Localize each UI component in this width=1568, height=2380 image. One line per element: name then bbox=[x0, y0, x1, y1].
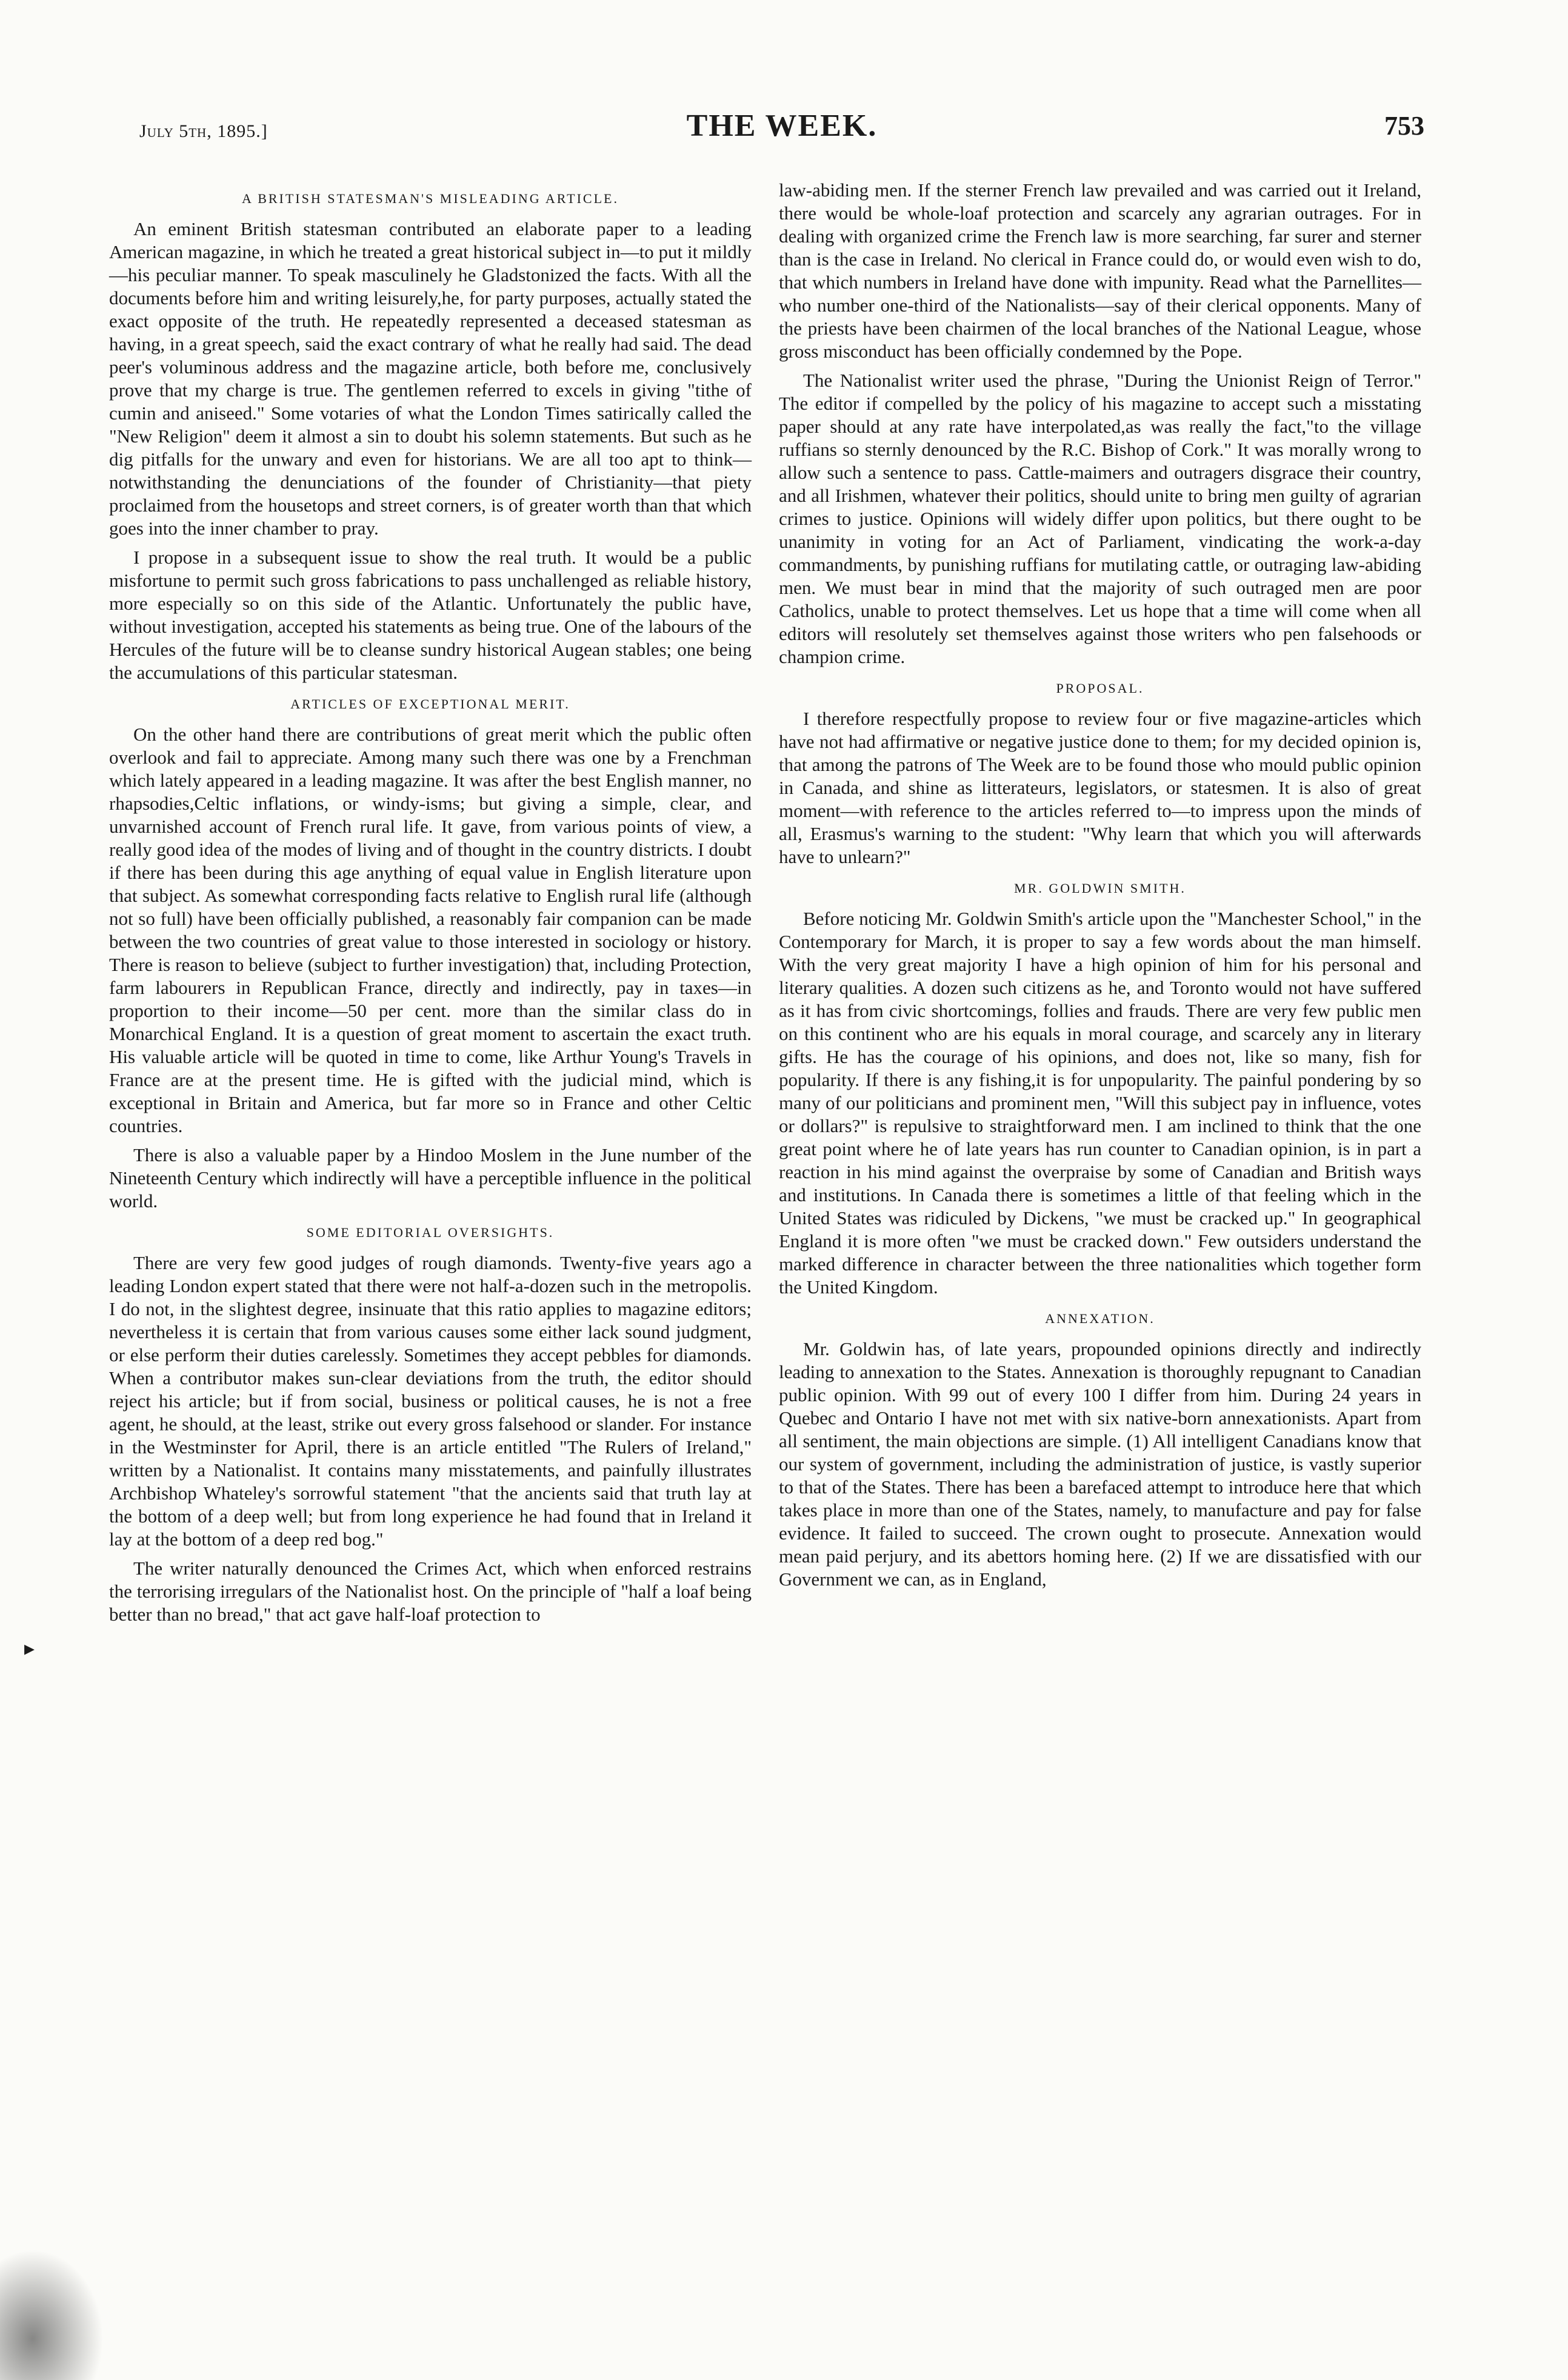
article-paragraph: I therefore respectfully propose to review four or five magazine-articles which have not had affirmative or negative justice done to them; for my decided opinion is, that among the patrons of The Week are to be found those who mould public opinion in Canada, and shine as litterateurs, legislators, or statesmen. It is also of great moment—with reference to the articles referred to—to impress upon the minds of all, Erasmus's warning to the student: "Why learn that which you will afterwards have to unlearn?" bbox=[779, 708, 1421, 867]
issue-date: July 5th, 1895.] bbox=[139, 121, 268, 141]
section-heading: PROPOSAL. bbox=[1056, 681, 1144, 696]
article-paragraph: On the other hand there are contributions of great merit which the public often overlook and fail to appreciate. Among many such there was one by a Frenchman which lately appeared in a leading magazine. It was after the best English manner, no rhapsodies,Celtic inflations, or windy-isms; but giving a simple, clear, and unvarnished account of French rural life. It gave, from various points of view, a really good idea of the modes of living and of thought in the country districts. I doubt if there has been during this age anything of equal value in English literature upon that subject. As somewhat corresponding facts relative to English rural life (although not so full) have been officially published, a reasonably fair companion can be made between the two countries of great value to those interested in sociology or history. There is reason to believe (subject to further investigation) that, including Protection, farm labourers in Republican France, directly and indirectly, pay in taxes—in proportion to their income—50 per cent. more than the similar class do in Monarchical England. It is a question of great moment to ascertain the exact truth. His valuable article will be quoted in time to come, like Arthur Young's Travels in France are at the present time. He is gifted with the judicial mind, which is exceptional in Britain and America, but far more so in France and other Celtic countries. bbox=[109, 724, 752, 1136]
article-paragraph: An eminent British statesman contributed an elaborate paper to a leading American magazine, in which he treated a great historical subject in—to put it mildly—his peculiar manner. To speak masculinely he Gladstonized the facts. With all the documents before him and writing leisurely,he, for party purposes, actually stated the exact opposite of the truth. He repeatedly represented a deceased statesman as having, in a great speech, said the exact contrary of what he really had said. The dead peer's voluminous address and the magazine article, both before me, conclusively prove that my charge is true. The gentlemen referred to excels in giving "tithe of cumin and aniseed." Some votaries of what the London Times satirically called the "New Religion" deem it almost a sin to doubt his solemn statements. But such as he dig pitfalls for the unwary and even for historians. We are all too apt to think—notwithstanding the denunciations of the founder of Christianity—that piety proclaimed from the housetops and street corners, is of greater worth than that which goes into the inner chamber to pray. bbox=[109, 218, 752, 539]
article-paragraph: Mr. Goldwin has, of late years, propounded opinions directly and indirectly leading to annexation to the States. Annexation is thoroughly repugnant to Canadian public opinion. With 99 out of every 100 I differ from him. During 24 years in Quebec and Ontario I have not met with six native-born annexationists. Apart from all sentiment, the main objections are simple. (1) All intelligent Canadians know that our system of government, including the administration of justice, is vastly superior to that of the States. There has been a barefaced attempt to introduce here that which takes place in more than one of the States, namely, to manufacture and pay for false evidence. It failed to succeed. The crown ought to prosecute. Annexation would mean paid perjury, and its abettors homing here. (2) If we are dissatisfied with our Government we can, as in England, bbox=[779, 1338, 1421, 1590]
article-paragraph: law-abiding men. If the sterner French law prevailed and was carried out it Ireland, there would be whole-loaf protection and scarcely any agrarian outrages. For in dealing with organized crime the French law is more searching, far surer and sterner than is the case in Ireland. No clerical in France could do, or would even wish to do, that which numbers in Ireland have done with impunity. Read what the Parnellites—who number one-third of the Nationalists—say of their clerical opponents. Many of the priests have been chairmen of the local branches of the National League, whose gross misconduct has been officially condemned by the Pope. bbox=[779, 179, 1421, 362]
left-column bbox=[109, 179, 752, 1632]
article-paragraph: The writer naturally denounced the Crimes Act, which when enforced restrains the terrorising irregulars of the Nationalist host. On the principle of "half a loaf being better than no bread," that act gave half-loaf protection to bbox=[109, 1558, 752, 1625]
page-header bbox=[133, 103, 1430, 152]
article-paragraph: The Nationalist writer used the phrase, "During the Unionist Reign of Terror." The editor if compelled by the policy of his magazine to accept such a misstating paper should at any rate have interpolated,as was really the fact,"to the village ruffians so sternly denounced by the R.C. Bishop of Cork." It was morally wrong to allow such a sentence to pass. Cattle-maimers and outragers disgrace their country, and all Irishmen, whatever their politics, should unite to bring men guilty of agrarian crimes to justice. Opinions will widely differ upon politics, but there ought to be unanimity in voting for an Act of Parliament, vindicating the work-a-day commandments, by punishing ruffians for mutilating cattle, or outraging law-abiding men. We must bear in mind that the majority of such outraged men are poor Catholics, unable to protect themselves. Let us hope that a time will come when all editors will resolutely set themselves against those writers who pen falsehoods or champion crime. bbox=[779, 370, 1421, 667]
right-column bbox=[779, 179, 1421, 1597]
article-paragraph: Before noticing Mr. Goldwin Smith's article upon the "Manchester School," in the Contemporary for March, it is proper to say a few words about the man himself. With the very great majority I have a high opinion of him for his personal and literary qualities. A dozen such citizens as he, and Toronto would not have suffered as it has from civic shortcomings, follies and frauds. There are very few public men on this continent who are his equals in moral courage, and scarcely any in literary gifts. He has the courage of his opinions, and does not, like so many, fish for popularity. If there is any fishing,it is for unpopularity. The painful pondering by so many of our politicians and prominent men, "Will this subject pay in influence, votes or dollars?" is repulsive to straightforward men. I am inclined to think that the one great point where he of late years has run counter to Canadian opinion, is in part a reaction in his mind against the overpraise by some of Canadian and British ways and institutions. In Canada there is sometimes a little of that feeling which in the United States was ridiculed by Dickens, "we must be cracked up." In geographical England it is more often "we must be cracked down." Few outsiders understand the marked difference in character between the three nationalities which together form the United Kingdom. bbox=[779, 908, 1421, 1298]
section-heading: A BRITISH STATESMAN'S MISLEADING ARTICLE. bbox=[242, 191, 619, 206]
article-paragraph: There is also a valuable paper by a Hindoo Moslem in the June number of the Nineteenth Century which indirectly will have a perceptible influence in the political world. bbox=[109, 1144, 752, 1212]
margin-mark-icon: ▸ bbox=[24, 1638, 35, 1660]
masthead-title: THE WEEK. bbox=[686, 108, 878, 143]
scan-smudge bbox=[0, 2242, 109, 2380]
article-paragraph: I propose in a subsequent issue to show the real truth. It would be a public misfortune to permit such gross fabrications to pass unchallenged as reliable history, more especially so on this side of the Atlantic. Unfortunately the public have, without investigation, accepted his statements as being true. One of the labours of the Hercules of the future will be to cleanse sundry historical Augean stables; one being the accumulations of this particular statesman. bbox=[109, 547, 752, 683]
article-paragraph: There are very few good judges of rough diamonds. Twenty-five years ago a leading London expert stated that there were not half-a-dozen such in the metropolis. I do not, in the slightest degree, insinuate that this ratio applies to magazine editors; nevertheless it is certain that from various causes some either lack sound judgment, or else perform their duties carelessly. Sometimes they accept pebbles for diamonds. When a contributor makes sun-clear deviations from the truth, the editor should reject his article; but if from social, business or political causes, he is not a free agent, he should, at the least, strike out every gross falsehood or slander. For instance in the Westminster for April, there is an article entitled "The Rulers of Ireland," written by a Nationalist. It contains many misstatements, and painfully illustrates Archbishop Whateley's sorrowful statement "that the ancients said that truth lay at the bottom of a deep well; but from long experience he had found that in Ireland it lay at the bottom of a deep red bog." bbox=[109, 1252, 752, 1550]
section-heading: MR. GOLDWIN SMITH. bbox=[1014, 881, 1186, 896]
section-heading: SOME EDITORIAL OVERSIGHTS. bbox=[306, 1225, 555, 1240]
section-heading: ANNEXATION. bbox=[1045, 1311, 1155, 1326]
page-number: 753 bbox=[1384, 111, 1424, 141]
section-heading: ARTICLES OF EXCEPTIONAL MERIT. bbox=[290, 696, 570, 712]
